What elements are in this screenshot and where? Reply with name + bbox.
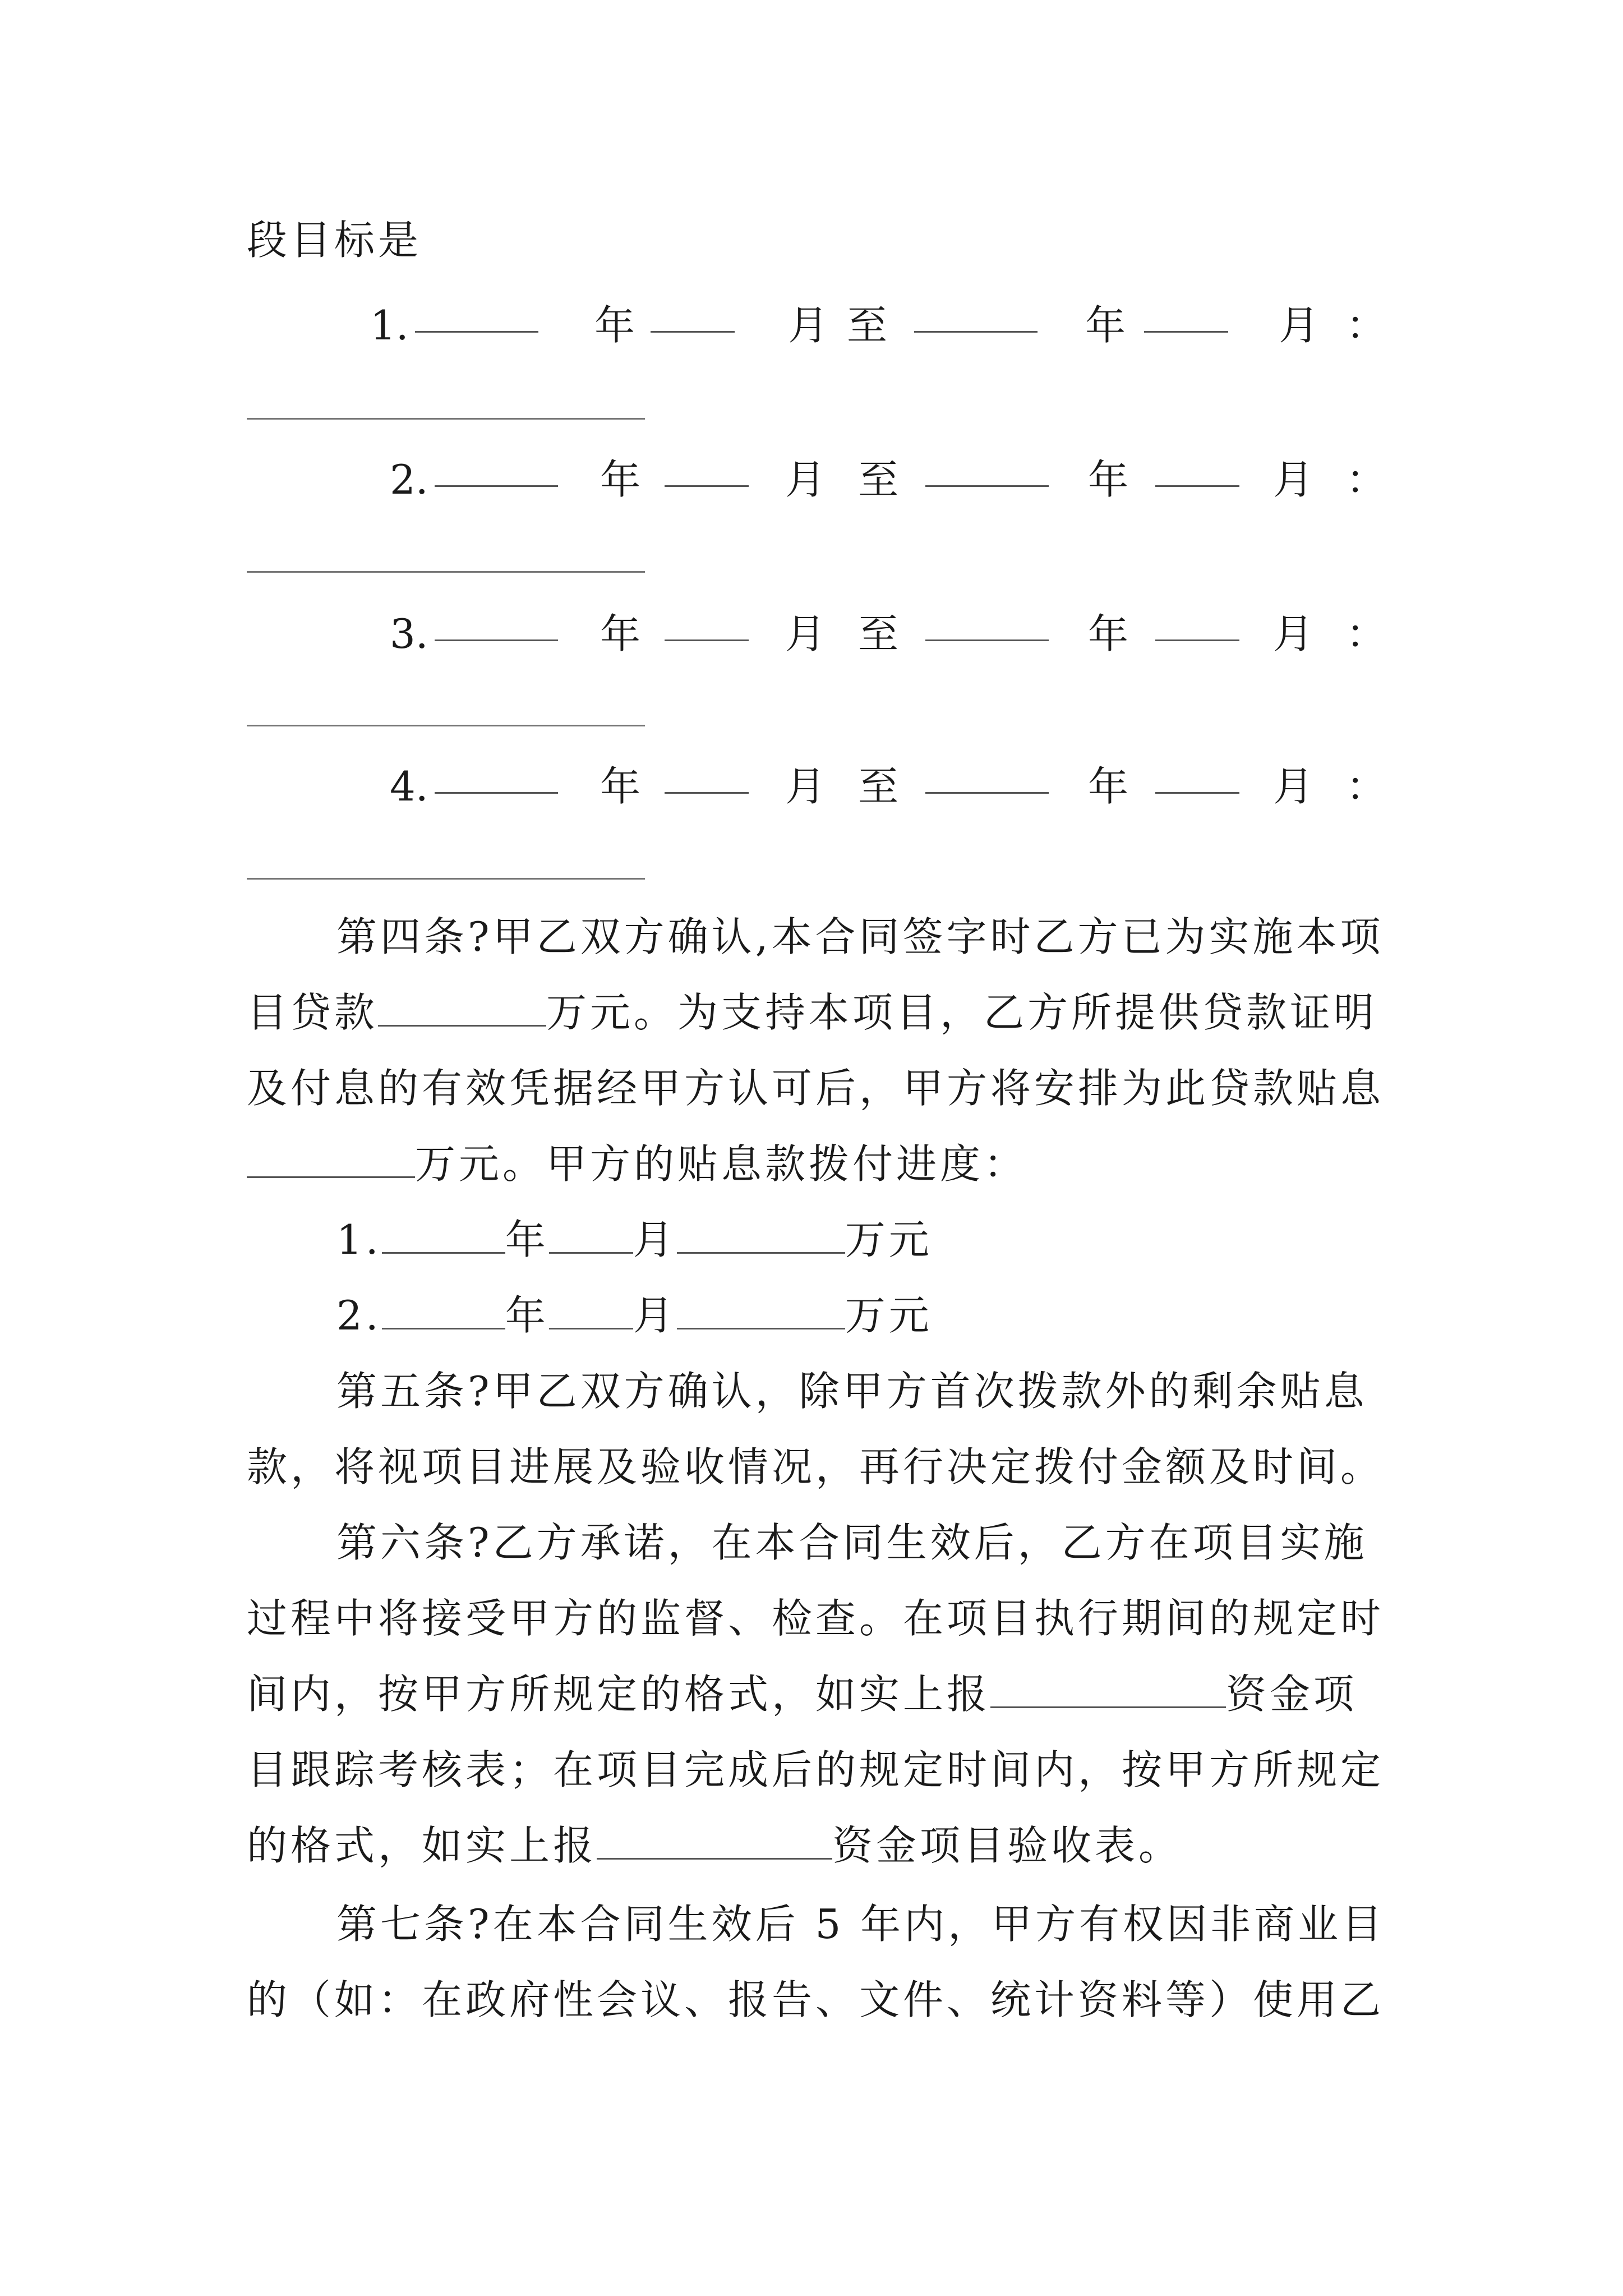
blank-field bbox=[677, 1289, 845, 1329]
goal-year-label: 年 bbox=[600, 763, 641, 810]
blank-field bbox=[1155, 446, 1239, 487]
goal-month-label: 月 bbox=[785, 456, 826, 503]
blank-field bbox=[665, 753, 749, 794]
goal-answer-line bbox=[247, 878, 645, 880]
blank-field bbox=[925, 446, 1049, 487]
goal-answer-line bbox=[247, 571, 645, 573]
goal-month-label: 月 bbox=[1273, 610, 1314, 657]
payment-row-number: 2. bbox=[336, 1292, 382, 1339]
goal-month-label: 月 bbox=[1273, 763, 1314, 810]
blank-field bbox=[382, 1213, 505, 1254]
blank-field bbox=[549, 1213, 633, 1254]
goal-to-label: 至 bbox=[858, 610, 899, 657]
goal-year-label: 年 bbox=[594, 302, 635, 349]
article-6-line: 目跟踪考核表；在项目完成后的规定时间内，按甲方所规定 bbox=[247, 1746, 1385, 1793]
goal-answer-line bbox=[247, 418, 645, 420]
goal-row bbox=[247, 452, 1385, 508]
article-6-line bbox=[247, 1818, 1182, 1874]
goal-to-label: 至 bbox=[847, 302, 888, 349]
goal-month-label: 月 bbox=[785, 610, 826, 657]
blank-field bbox=[925, 600, 1049, 641]
goal-year-label: 年 bbox=[1088, 610, 1129, 657]
payment-row bbox=[336, 1287, 933, 1343]
payment-year-label: 年 bbox=[505, 1216, 549, 1263]
goal-year-label: 年 bbox=[1085, 302, 1126, 349]
blank-field bbox=[990, 1667, 1226, 1708]
goal-to-label: 至 bbox=[858, 763, 899, 810]
blank-field bbox=[665, 446, 749, 487]
goal-row bbox=[247, 606, 1385, 662]
payment-row-number: 1. bbox=[336, 1216, 382, 1263]
goal-row-number: 2. bbox=[390, 456, 428, 503]
blank-field bbox=[435, 753, 558, 794]
article-4-line bbox=[247, 1136, 1027, 1192]
goal-year-label: 年 bbox=[1088, 456, 1129, 503]
article-6-text: 的格式，如实上报 bbox=[247, 1822, 597, 1869]
blank-field bbox=[435, 600, 558, 641]
goal-month-label: 月 bbox=[1273, 456, 1314, 503]
article-4-line: 及付息的有效凭据经甲方认可后，甲方将安排为此贷款贴息 bbox=[247, 1065, 1385, 1112]
goal-row bbox=[247, 297, 1385, 353]
article-7-line: 第七条?在本合同生效后 5 年内，甲方有权因非商业目 bbox=[336, 1901, 1386, 1948]
blank-field bbox=[415, 292, 538, 333]
blank-field bbox=[677, 1213, 845, 1254]
payment-unit-label: 万元 bbox=[845, 1292, 933, 1339]
goal-row-number: 3. bbox=[390, 610, 428, 657]
goal-month-label: 月 bbox=[785, 763, 826, 810]
blank-field bbox=[1155, 753, 1239, 794]
blank-field bbox=[665, 600, 749, 641]
payment-month-label: 月 bbox=[633, 1292, 677, 1339]
blank-field bbox=[651, 292, 735, 333]
article-6-line: 第六条?乙方承诺，在本合同生效后，乙方在项目实施 bbox=[336, 1519, 1368, 1566]
article-7-line: 的（如：在政府性会议、报告、文件、统计资料等）使用乙 bbox=[247, 1976, 1385, 2023]
article-6-line: 过程中将接受甲方的监督、检查。在项目执行期间的规定时 bbox=[247, 1595, 1385, 1642]
blank-field bbox=[1144, 292, 1228, 333]
goal-year-label: 年 bbox=[600, 456, 641, 503]
goal-year-label: 年 bbox=[600, 610, 641, 657]
goal-colon: ： bbox=[1346, 610, 1387, 657]
intro-text: 段目标是 bbox=[247, 217, 422, 264]
goal-row-number: 4. bbox=[390, 763, 428, 810]
blank-field bbox=[247, 1137, 415, 1178]
blank-field bbox=[382, 1289, 505, 1329]
blank-field bbox=[925, 753, 1049, 794]
article-6-line bbox=[247, 1666, 1357, 1722]
payment-unit-label: 万元 bbox=[845, 1216, 933, 1263]
article-4-line bbox=[247, 984, 1377, 1041]
goal-answer-line bbox=[247, 725, 645, 726]
goal-year-label: 年 bbox=[1088, 763, 1129, 810]
goal-colon: ： bbox=[1346, 763, 1387, 810]
article-4-text: 万元。为支持本项目，乙方所提供贷款证明 bbox=[546, 989, 1378, 1036]
goal-colon: ： bbox=[1346, 302, 1387, 349]
blank-field bbox=[378, 986, 546, 1027]
goal-month-label: 月 bbox=[788, 302, 829, 349]
blank-field bbox=[597, 1819, 832, 1860]
blank-field bbox=[435, 446, 558, 487]
payment-year-label: 年 bbox=[505, 1292, 549, 1339]
payment-row bbox=[336, 1212, 933, 1268]
blank-field bbox=[1155, 600, 1239, 641]
article-4-text: 目贷款 bbox=[247, 989, 379, 1036]
goal-month-label: 月 bbox=[1279, 302, 1320, 349]
goal-row-number: 1. bbox=[370, 302, 409, 349]
article-4-line: 第四条?甲乙双方确认,本合同签字时乙方已为实施本项 bbox=[336, 913, 1384, 960]
article-5-line: 款，将视项目进展及验收情况，再行决定拨付金额及时间。 bbox=[247, 1443, 1385, 1490]
blank-field bbox=[914, 292, 1038, 333]
article-6-text: 资金项目验收表。 bbox=[832, 1822, 1183, 1869]
article-6-text: 资金项 bbox=[1226, 1671, 1358, 1718]
payment-month-label: 月 bbox=[633, 1216, 677, 1263]
article-4-text: 万元。甲方的贴息款拨付进度： bbox=[415, 1140, 1028, 1188]
goal-to-label: 至 bbox=[858, 456, 899, 503]
article-5-line: 第五条?甲乙双方确认，除甲方首次拨款外的剩余贴息 bbox=[336, 1368, 1368, 1415]
blank-field bbox=[549, 1289, 633, 1329]
goal-colon: ： bbox=[1346, 456, 1387, 503]
article-6-text: 间内，按甲方所规定的格式，如实上报 bbox=[247, 1671, 991, 1718]
goal-row bbox=[247, 758, 1385, 815]
